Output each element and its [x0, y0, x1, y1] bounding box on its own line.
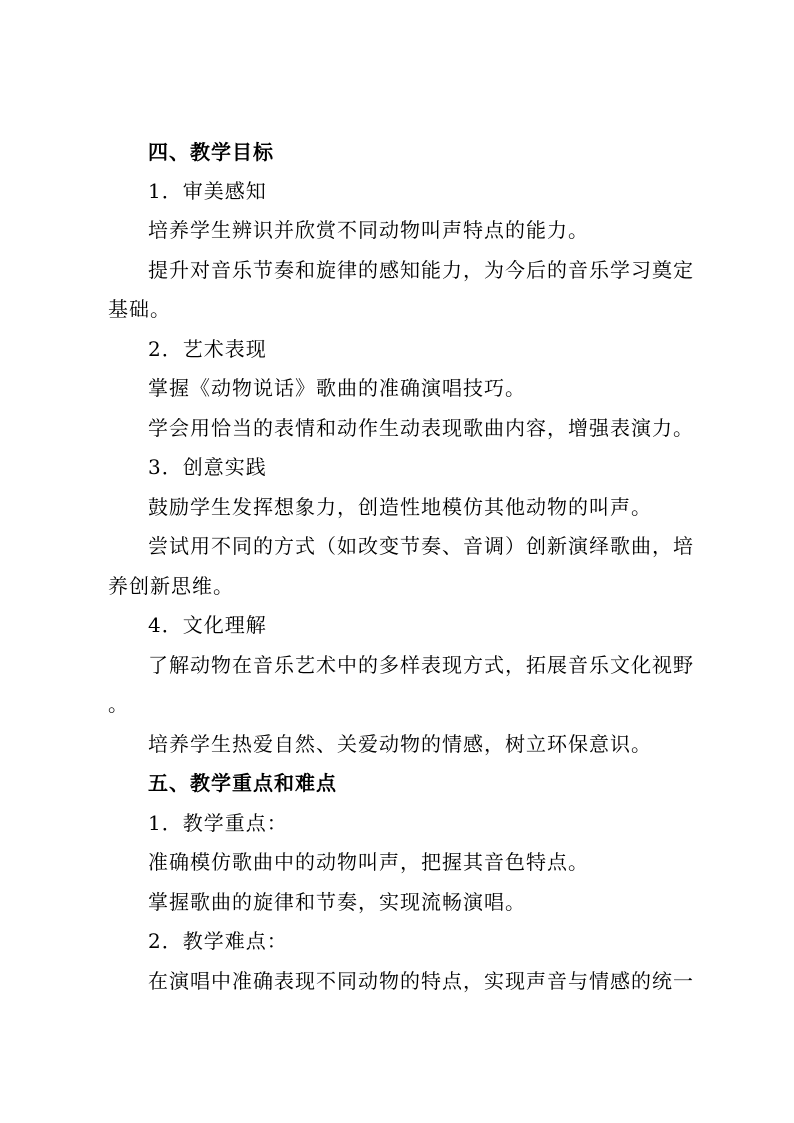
paragraph-continuation: 养创新思维。	[108, 574, 234, 598]
paragraph: 在演唱中准确表现不同动物的特点，实现声音与情感的统一	[148, 969, 694, 993]
subheading-cultural-understanding: 4．文化理解	[148, 613, 267, 637]
paragraph-continuation: 。	[108, 692, 129, 716]
paragraph: 培养学生辨识并欣赏不同动物叫声特点的能力。	[148, 218, 589, 242]
subheading-artistic-expression: 2．艺术表现	[148, 337, 267, 361]
subheading-teaching-difficulty: 2．教学难点：	[148, 929, 288, 953]
paragraph: 提升对音乐节奏和旋律的感知能力，为今后的音乐学习奠定	[148, 258, 694, 282]
paragraph: 鼓励学生发挥想象力，创造性地模仿其他动物的叫声。	[148, 495, 652, 519]
paragraph: 掌握《动物说话》歌曲的准确演唱技巧。	[148, 376, 526, 400]
subheading-aesthetic-perception: 1．审美感知	[148, 179, 267, 203]
subheading-creative-practice: 3．创意实践	[148, 455, 267, 479]
section-heading-objectives: 四、教学目标	[148, 140, 274, 164]
paragraph: 尝试用不同的方式（如改变节奏、音调）创新演绎歌曲，培	[148, 534, 694, 558]
paragraph: 培养学生热爱自然、关爱动物的情感，树立环保意识。	[148, 732, 652, 756]
paragraph: 准确模仿歌曲中的动物叫声，把握其音色特点。	[148, 850, 589, 874]
paragraph: 了解动物在音乐艺术中的多样表现方式，拓展音乐文化视野	[148, 653, 694, 677]
paragraph: 掌握歌曲的旋律和节奏，实现流畅演唱。	[148, 890, 526, 914]
subheading-teaching-focus: 1．教学重点：	[148, 811, 288, 835]
section-heading-key-points: 五、教学重点和难点	[148, 771, 337, 795]
paragraph-continuation: 基础。	[108, 297, 171, 321]
paragraph: 学会用恰当的表情和动作生动表现歌曲内容，增强表演力。	[148, 416, 694, 440]
